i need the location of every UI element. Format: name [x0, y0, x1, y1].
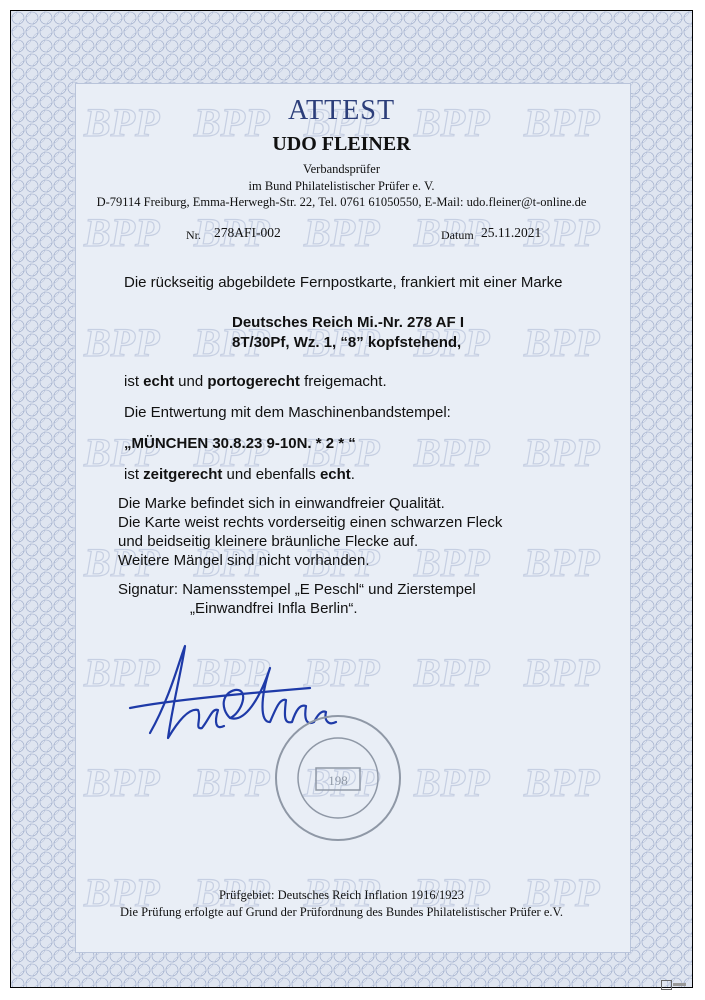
cancellation-text: „MÜNCHEN 30.8.23 9-10N. * 2 * “	[124, 435, 356, 452]
signature-line-2: „Einwandfrei Infla Berlin“.	[190, 600, 358, 617]
quality-line-4: Weitere Mängel sind nicht vorhanden.	[118, 552, 370, 569]
quality-line-3: und beidseitig kleinere bräunliche Flecke auf.	[118, 533, 419, 550]
nr-label: Nr.	[186, 228, 201, 242]
examiner-address: D-79114 Freiburg, Emma-Herwegh-Str. 22, Tel. 0761 61050550, E-Mail: udo.fleiner@t-online.de	[96, 195, 587, 209]
intro-text: Die rückseitig abgebildete Fernpostkarte, frankiert mit einer Marke	[124, 274, 563, 291]
quality-line-1: Die Marke befindet sich in einwandfreier Qualität.	[118, 495, 445, 512]
signature-line-1: Signatur: Namensstempel „E Peschl“ und Zierstempel	[118, 581, 476, 598]
exam-regulation: Die Prüfung erfolgte auf Grund der Prüfordnung des Bundes Philatelistischer Prüfer e.V.	[119, 905, 564, 919]
examiner-name: UDO FLEINER	[272, 133, 411, 155]
cancellation-intro: Die Entwertung mit dem Maschinenbandstempel:	[124, 404, 451, 421]
printer-logo-icon	[661, 980, 687, 992]
examiner-association: im Bund Philatelistischer Prüfer e. V.	[248, 179, 435, 193]
stamp-description-line: 8T/30Pf, Wz. 1, “8” kopfstehend,	[232, 334, 462, 351]
stamp-number: 198	[328, 773, 348, 788]
examiner-role: Verbandsprüfer	[302, 162, 381, 176]
date-label: Datum	[441, 228, 474, 242]
examiner-round-stamp	[268, 708, 408, 848]
timely-statement: ist zeitgerecht und ebenfalls echt.	[124, 466, 355, 483]
exam-area: Prüfgebiet: Deutsches Reich Inflation 1916/1923	[218, 888, 465, 902]
attest-title: ATTEST	[287, 95, 396, 126]
nr-value: 278AFI-002	[214, 225, 281, 240]
date-value: 25.11.2021	[481, 225, 542, 240]
genuine-statement: ist echt und portogerecht freigemacht.	[124, 373, 387, 390]
stamp-catalog-line: Deutsches Reich Mi.-Nr. 278 AF I	[232, 314, 465, 331]
quality-line-2: Die Karte weist rechts vorderseitig einen schwarzen Fleck	[118, 514, 503, 531]
